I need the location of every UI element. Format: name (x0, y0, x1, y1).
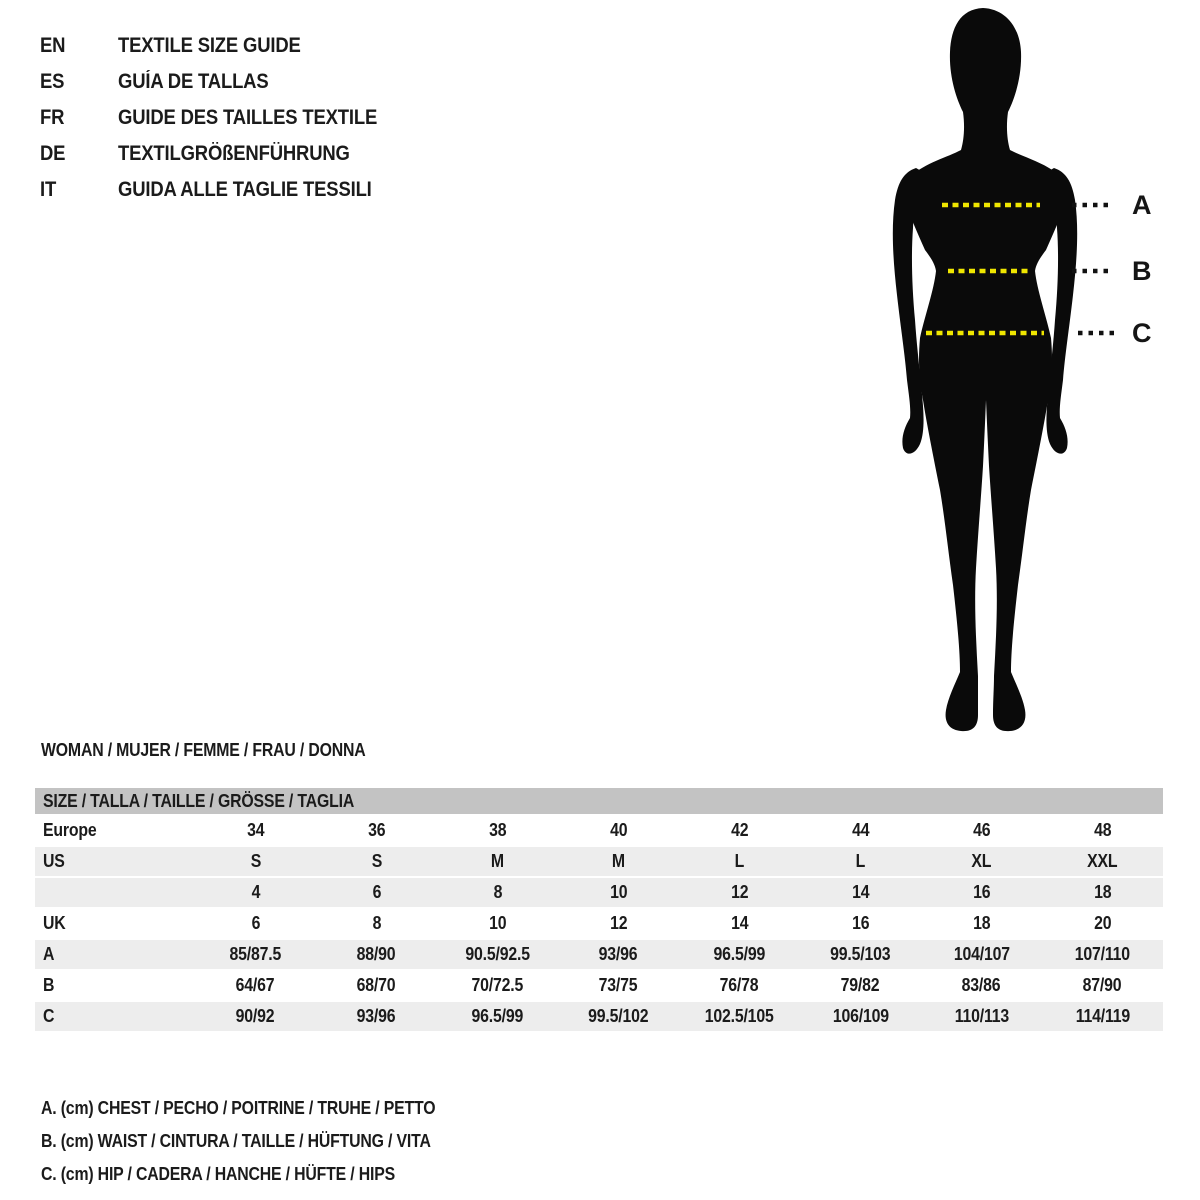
table-row-uk (35, 909, 1163, 938)
table-row-label: UK (43, 913, 66, 933)
language-title: TEXTILE SIZE GUIDE (118, 34, 301, 57)
table-cell: 114/119 (1075, 1006, 1130, 1026)
legend-line-c: C. (cm) HIP / CADERA / HANCHE / HÜFTE / HIPS (41, 1164, 395, 1184)
table-cell: 79/82 (841, 975, 880, 995)
table-cell: 8 (493, 882, 502, 902)
table-row-europe (35, 816, 1163, 845)
table-row-us-numeric (35, 878, 1163, 907)
table-cell: 10 (488, 913, 507, 933)
size-table-header-label: SIZE / TALLA / TAILLE / GRÖSSE / TAGLIA (43, 790, 355, 811)
table-cell: XL (971, 851, 992, 871)
language-code: ES (40, 70, 65, 93)
table-cell: 48 (1093, 820, 1112, 840)
table-cell: 18 (972, 913, 991, 933)
table-cell: 64/67 (236, 975, 275, 995)
woman-silhouette-body (903, 8, 1068, 731)
table-cell: 90/92 (236, 1006, 275, 1026)
table-row-label: C (43, 1006, 55, 1026)
table-cell: 93/96 (357, 1006, 396, 1026)
table-cell: 106/109 (832, 1006, 889, 1026)
table-cell: 6 (251, 913, 260, 933)
language-title-list (40, 28, 412, 208)
woman-silhouette-figure (860, 0, 1200, 740)
table-cell: 14 (851, 882, 870, 902)
table-cell: 16 (851, 913, 870, 933)
table-cell: 18 (1093, 882, 1112, 902)
marker-label-b: B (1132, 256, 1152, 286)
table-cell: 44 (851, 820, 870, 840)
language-title: TEXTILGRÖßENFÜHRUNG (118, 142, 350, 165)
table-cell: 73/75 (599, 975, 638, 995)
language-title: GUIDE DES TAILLES TEXTILE (118, 106, 378, 129)
table-cell: 90.5/92.5 (465, 944, 530, 964)
language-code: DE (40, 142, 66, 165)
table-cell: 107/110 (1074, 944, 1131, 964)
table-cell: 70/72.5 (471, 975, 524, 995)
language-row-en (40, 28, 412, 64)
measurement-legend (41, 1092, 489, 1191)
table-cell: 76/78 (720, 975, 759, 995)
table-cell: 34 (246, 820, 265, 840)
language-row-de (40, 136, 412, 172)
table-row-label: B (43, 975, 55, 995)
table-cell: 87/90 (1083, 975, 1122, 995)
table-cell: 12 (609, 913, 628, 933)
language-row-it (40, 172, 412, 208)
table-cell: 20 (1093, 913, 1112, 933)
table-cell: 10 (609, 882, 628, 902)
marker-label-c: C (1132, 318, 1152, 348)
table-cell: 88/90 (357, 944, 396, 964)
language-code: EN (40, 34, 66, 57)
table-cell: L (734, 851, 745, 871)
table-row-c (35, 1002, 1163, 1031)
table-cell: 4 (251, 882, 260, 902)
size-table-header (35, 788, 1163, 814)
language-row-fr (40, 100, 412, 136)
table-cell: 16 (972, 882, 991, 902)
legend-line-b: B. (cm) WAIST / CINTURA / TAILLE / HÜFTUNG / VITA (41, 1131, 431, 1151)
table-row-label: Europe (43, 820, 97, 840)
table-row-a (35, 940, 1163, 969)
language-title: GUIDA ALLE TAGLIE TESSILI (118, 178, 372, 201)
table-cell: 68/70 (357, 975, 396, 995)
marker-label-a: A (1132, 190, 1152, 220)
legend-line-a: A. (cm) CHEST / PECHO / POITRINE / TRUHE / PETTO (41, 1098, 436, 1118)
size-table-rows (35, 816, 1163, 1031)
table-cell: 12 (730, 882, 749, 902)
table-cell: 96.5/99 (713, 944, 766, 964)
table-cell: M (611, 851, 626, 871)
language-row-es (40, 64, 412, 100)
section-heading: WOMAN / MUJER / FEMME / FRAU / DONNA (41, 740, 366, 760)
table-cell: 110/113 (954, 1006, 1009, 1026)
table-cell: M (490, 851, 505, 871)
size-table (35, 788, 1163, 1033)
table-cell: S (250, 851, 261, 871)
table-cell: 40 (609, 820, 628, 840)
language-code: FR (40, 106, 65, 129)
table-row-label: A (43, 944, 55, 964)
table-cell: 104/107 (953, 944, 1010, 964)
language-title: GUÍA DE TALLAS (118, 70, 269, 93)
table-cell: 83/86 (962, 975, 1001, 995)
table-cell: 85/87.5 (229, 944, 282, 964)
table-cell: S (371, 851, 382, 871)
table-cell: 8 (372, 913, 381, 933)
table-row-b (35, 971, 1163, 1000)
table-cell: 14 (730, 913, 749, 933)
table-cell: 46 (972, 820, 991, 840)
table-row-label (35, 882, 195, 903)
language-code: IT (40, 178, 57, 201)
table-cell: 38 (488, 820, 507, 840)
table-cell: XXL (1087, 851, 1118, 871)
table-cell: 102.5/105 (705, 1006, 774, 1026)
table-cell: 36 (367, 820, 386, 840)
table-cell: 42 (730, 820, 749, 840)
table-cell: 6 (372, 882, 381, 902)
table-cell: L (855, 851, 866, 871)
table-cell: 99.5/103 (830, 944, 891, 964)
table-cell: 96.5/99 (471, 1006, 524, 1026)
table-cell: 93/96 (599, 944, 638, 964)
table-row-label: US (43, 851, 65, 871)
table-cell: 99.5/102 (588, 1006, 649, 1026)
table-row-us (35, 847, 1163, 876)
